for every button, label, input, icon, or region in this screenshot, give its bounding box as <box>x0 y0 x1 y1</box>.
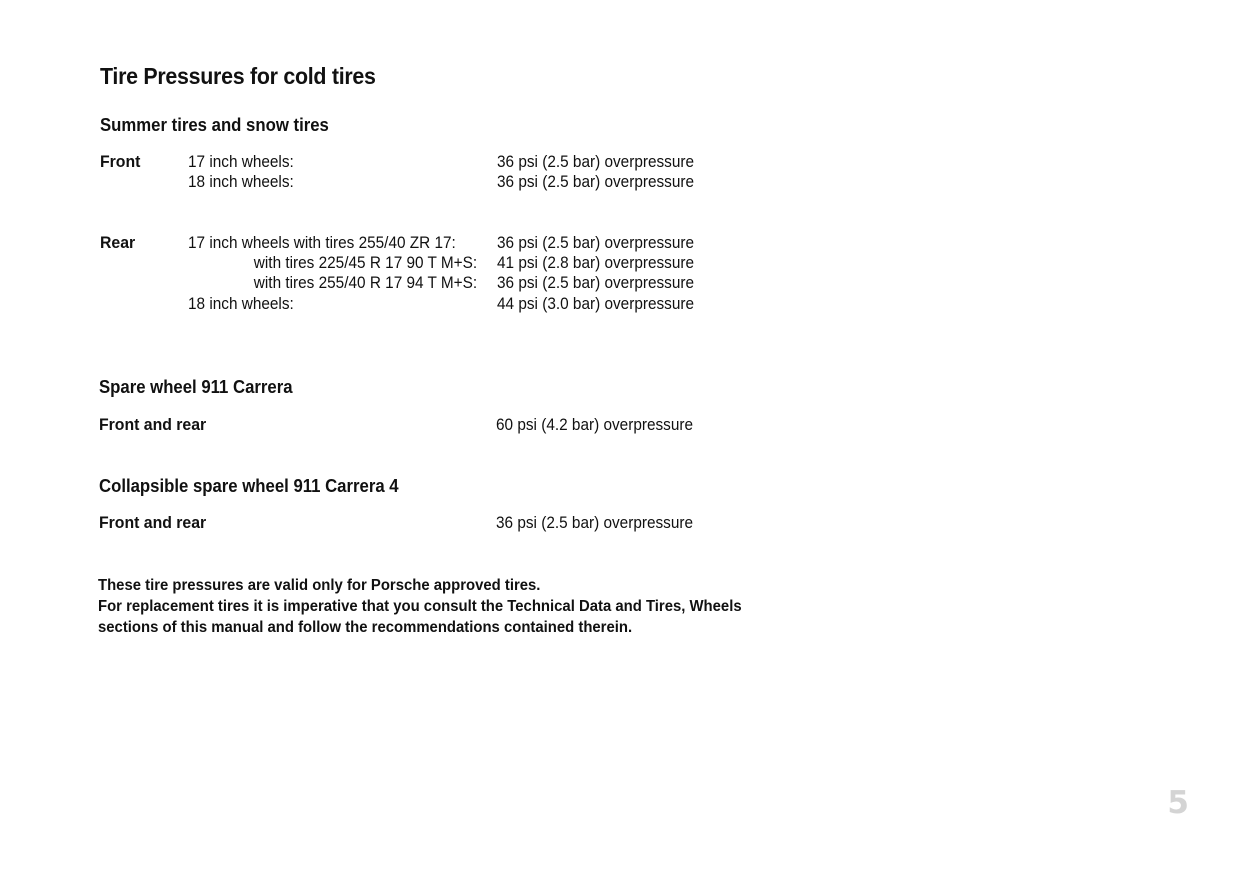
page-number: 5 <box>1167 785 1189 821</box>
rear-row-value: 36 psi (2.5 bar) overpressure <box>497 234 695 252</box>
spare-front-rear-label: Front and rear <box>99 415 207 434</box>
rear-row-desc: with tires 255/40 R 17 94 T M+S: <box>253 274 477 292</box>
rear-label: Rear <box>100 233 136 252</box>
approved-tires-note <box>98 575 742 638</box>
note-line: For replacement tires it is imperative that you consult the Technical Data and Tires, Wheels <box>98 598 742 615</box>
rear-row-desc: with tires 225/45 R 17 90 T M+S: <box>253 254 477 272</box>
front-label: Front <box>100 152 141 171</box>
rear-row-desc: 18 inch wheels: <box>188 295 294 313</box>
collapsible-spare-heading: Collapsible spare wheel 911 Carrera 4 <box>99 476 399 496</box>
collapsible-front-rear-label: Front and rear <box>99 513 207 532</box>
front-row-value: 36 psi (2.5 bar) overpressure <box>497 153 695 171</box>
rear-row-value: 41 psi (2.8 bar) overpressure <box>497 254 695 272</box>
front-row-desc: 18 inch wheels: <box>188 173 294 191</box>
note-line: sections of this manual and follow the recommendations contained therein. <box>98 619 633 636</box>
collapsible-value: 36 psi (2.5 bar) overpressure <box>496 514 694 532</box>
front-row-desc: 17 inch wheels: <box>188 153 294 171</box>
rear-row-value: 36 psi (2.5 bar) overpressure <box>497 274 695 292</box>
spare-value: 60 psi (4.2 bar) overpressure <box>496 416 694 434</box>
summer-snow-heading: Summer tires and snow tires <box>100 115 329 135</box>
front-row-value: 36 psi (2.5 bar) overpressure <box>497 173 695 191</box>
note-line: These tire pressures are valid only for Porsche approved tires. <box>98 577 541 594</box>
page-title: Tire Pressures for cold tires <box>100 63 376 89</box>
rear-row-value: 44 psi (3.0 bar) overpressure <box>497 295 695 313</box>
spare-wheel-heading: Spare wheel 911 Carrera <box>99 377 293 397</box>
rear-row-desc: 17 inch wheels with tires 255/40 ZR 17: <box>188 234 456 252</box>
